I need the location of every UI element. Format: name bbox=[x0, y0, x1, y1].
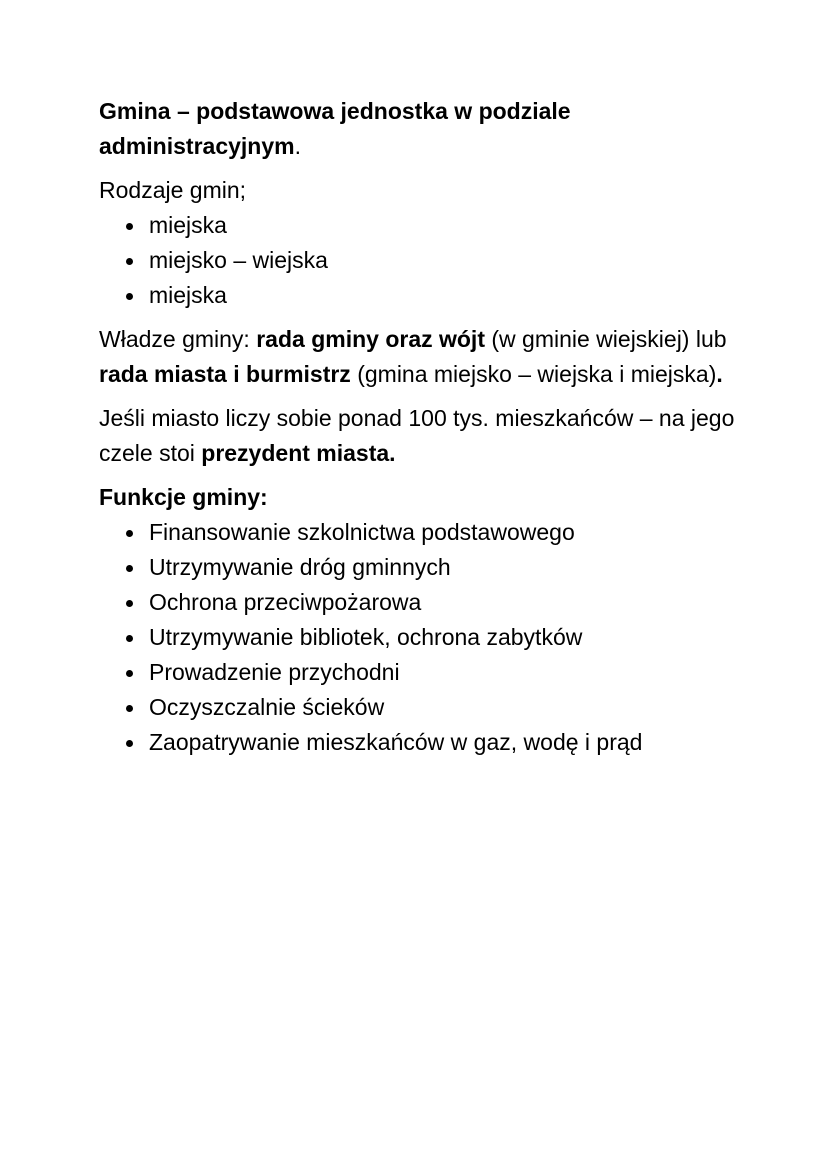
types-list bbox=[99, 208, 739, 313]
authorities-bold-1: rada gminy oraz wójt bbox=[256, 326, 485, 352]
list-item: Utrzymywanie bibliotek, ochrona zabytków bbox=[99, 620, 739, 655]
list-item: Prowadzenie przychodni bbox=[99, 655, 739, 690]
authorities-bold-2: rada miasta i burmistrz bbox=[99, 361, 351, 387]
list-item: Oczyszczalnie ścieków bbox=[99, 690, 739, 725]
list-item: Zaopatrywanie mieszkańców w gaz, wodę i prąd bbox=[99, 725, 739, 760]
title-period: . bbox=[294, 133, 301, 159]
types-intro: Rodzaje gmin; bbox=[99, 177, 247, 203]
list-item: miejska bbox=[99, 278, 739, 313]
document-title bbox=[99, 94, 739, 164]
authorities-paragraph: Władze gminy: rada gminy oraz wójt (w gminie wiejskiej) lub rada miasta i burmistrz (gmina miejsko – wiejska i miejska). bbox=[99, 326, 727, 387]
title-bold-text: Gmina – podstawowa jednostka w podziale administracyjnym bbox=[99, 98, 571, 159]
functions-list bbox=[99, 515, 739, 760]
city-bold: prezydent miasta bbox=[201, 440, 390, 466]
list-item: miejska bbox=[99, 208, 739, 243]
list-item: Utrzymywanie dróg gminnych bbox=[99, 550, 739, 585]
list-item: Ochrona przeciwpożarowa bbox=[99, 585, 739, 620]
document-page bbox=[99, 94, 739, 760]
list-item: Finansowanie szkolnictwa podstawowego bbox=[99, 515, 739, 550]
list-item: miejsko – wiejska bbox=[99, 243, 739, 278]
functions-heading: Funkcje gminy: bbox=[99, 484, 268, 510]
city-paragraph: Jeśli miasto liczy sobie ponad 100 tys. mieszkańców – na jego czele stoi prezydent miasta. bbox=[99, 405, 735, 466]
